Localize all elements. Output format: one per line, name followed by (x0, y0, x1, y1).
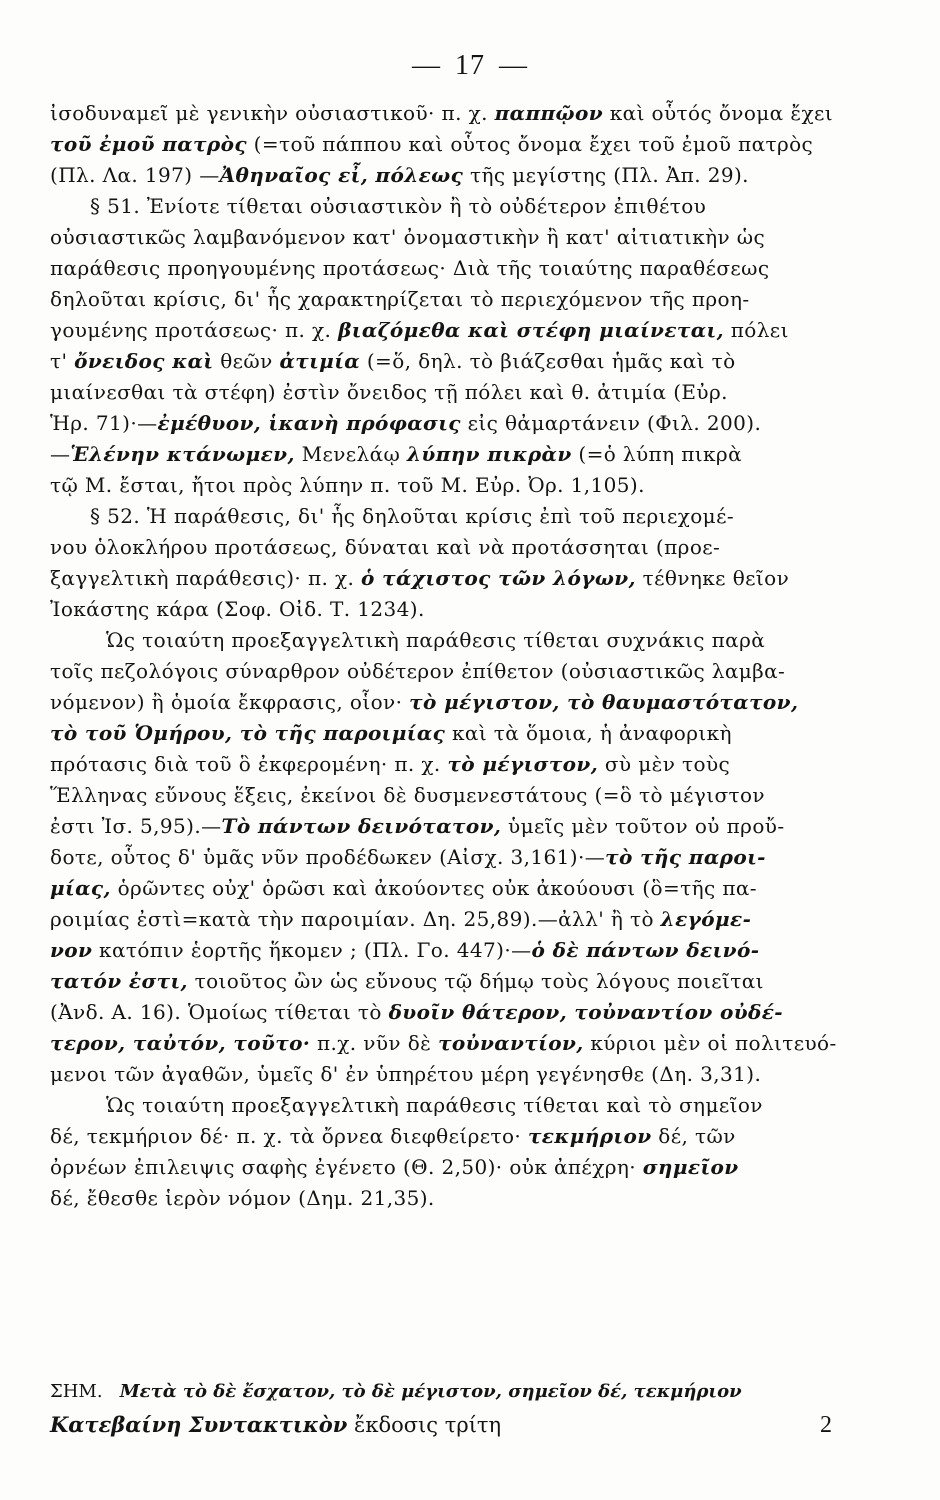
emphasized-text: λύπην πικρὰν (407, 442, 572, 466)
emphasized-text: ἐμέθυον, ἱκανὴ πρόφασις (157, 411, 461, 435)
text-line (50, 1183, 872, 1214)
text-segment: γουμένης προτάσεως· π. χ. (50, 318, 339, 342)
text-segment: εἰς θἀμαρτάνειν (Φιλ. 200). (460, 411, 762, 435)
text-line (50, 1152, 872, 1183)
text-segment: (Ἀνδ. Α. 16). Ὁμοίως τίθεται τὸ (50, 1000, 389, 1024)
text-line (50, 904, 872, 935)
footer (50, 1410, 872, 1440)
emphasized-text: τὸ τοῦ Ὁμήρου, τὸ τῆς παροιμίας (50, 721, 446, 745)
text-segment: Ἰοκάστης κάρα (Σοφ. Οἰδ. Τ. 1234). (50, 597, 425, 621)
text-segment: π.χ. νῦν δὲ (310, 1031, 439, 1055)
text-line (50, 222, 872, 253)
footnote-label: ΣΗΜ. (50, 1381, 103, 1402)
text-segment: ροιμίας ἐστὶ=κατὰ τὴν παροιμίαν. Δη. 25,89).—ἀλλ' ἢ τὸ (50, 907, 661, 931)
text-line (50, 98, 872, 129)
text-segment: νου ὁλοκλήρου προτάσεως, δύναται καὶ νὰ προτάσσηται (προε- (50, 535, 721, 559)
text-segment: ὑμεῖς μὲν τοῦτον οὐ προὔ- (501, 814, 785, 838)
emphasized-text: Ἑλένην κτάνωμεν, (70, 442, 295, 466)
text-line (50, 129, 872, 160)
text-segment: τῷ Μ. ἔσται, ἤτοι πρὸς λύπην π. τοῦ Μ. Εὐρ. Ὀρ. 1,105). (50, 473, 645, 497)
text-line (50, 842, 872, 873)
emphasized-text: ὄνειδος καὶ (74, 349, 214, 373)
page-number: 17 (455, 50, 485, 81)
emphasized-text: παππῷον (494, 101, 603, 125)
text-segment: § 52. Ἡ παράθεσις, δι' ἧς δηλοῦται κρίσις ἐπὶ τοῦ περιεχομέ- (90, 504, 734, 528)
text-line (50, 1059, 872, 1090)
emphasized-text: τὸ μέγιστον, (447, 752, 599, 776)
footnote-text: Μετὰ τὸ δὲ ἔσχατον, τὸ δὲ μέγιστον, σημεῖον δέ, τεκμήριον (119, 1381, 742, 1402)
text-segment: κύριοι μὲν οἱ πολιτευό- (583, 1031, 837, 1055)
text-segment: κατόπιν ἑορτῆς ἥκομεν ; (Πλ. Γο. 447)·— (92, 938, 532, 962)
text-line (50, 284, 872, 315)
emphasized-text: βιαζόμεθα καὶ στέφη μιαίνεται, (338, 318, 724, 342)
emphasized-text: Ἀθηναῖος εἶ, πόλεως (219, 163, 464, 187)
text-segment: σὺ μὲν τοὺς (598, 752, 731, 776)
text-segment: δηλοῦται κρίσις, δι' ἧς χαρακτηρίζεται τὸ περιεχόμενον τῆς προη- (50, 287, 750, 311)
text-segment: οὐσιαστικῶς λαμβανόμενον κατ' ὀνομαστικὴν ἢ κατ' αἰτιατικὴν ὡς (50, 225, 766, 249)
emphasized-text: τὸ μέγιστον, τὸ θαυμαστότατον, (409, 690, 799, 714)
footer-edition: ἔκδοσις τρίτη (354, 1413, 502, 1437)
text-segment: τ' (50, 349, 75, 373)
text-segment: πόλει (723, 318, 789, 342)
dash-left: — (412, 50, 441, 81)
text-line (50, 718, 872, 749)
text-line (50, 532, 872, 563)
text-segment: δέ, τεκμήριον δέ· π. χ. τὰ ὄρνεα διεφθείρετο· (50, 1124, 528, 1148)
text-segment: § 51. (90, 194, 147, 218)
emphasized-text: τεκμήριον (527, 1124, 652, 1148)
emphasized-text: τὸ τῆς παροι- (605, 845, 766, 869)
text-segment: τοῖς πεζολόγοις σύναρθρον οὐδέτερον ἐπίθετον (οὐσιαστικῶς λαμβα- (50, 659, 786, 683)
text-segment: ξαγγελτικὴ παράθεσις)· π. χ. (50, 566, 362, 590)
text-line (50, 563, 872, 594)
footnote (50, 1378, 872, 1406)
text-line (50, 253, 872, 284)
text-segment: τοιοῦτος ὢν ὡς εὔνους τῷ δήμῳ τοὺς λόγους ποιεῖται (187, 969, 764, 993)
text-segment: ὁρῶντες οὐχ' ὁρῶσι καὶ ἀκούοντες οὐκ ἀκούουσι (ὃ=τῆς πα- (110, 876, 757, 900)
text-segment: καὶ τὰ ὅμοια, ἡ ἀναφορικὴ (445, 721, 732, 745)
text-line (50, 377, 872, 408)
emphasized-text: ἀτιμία (279, 349, 361, 373)
emphasized-text: τοῦ ἐμοῦ πατρὸς (50, 132, 247, 156)
text-segment: (Πλ. Λα. 197) — (50, 163, 220, 187)
text-line (50, 997, 872, 1028)
dash-right: — (499, 50, 528, 81)
text-line (50, 315, 872, 346)
text-segment: ἐστι Ἰσ. 5,95).— (50, 814, 222, 838)
emphasized-text: ὁ τάχιστος τῶν λόγων, (361, 566, 636, 590)
text-segment: (=τοῦ πάππου καὶ οὗτος ὄνομα ἔχει τοῦ ἐμοῦ πατρὸς (246, 132, 814, 156)
text-line (50, 191, 872, 222)
text-line (50, 1028, 872, 1059)
text-line (50, 501, 872, 532)
text-line (50, 873, 872, 904)
text-line (50, 439, 872, 470)
text-line (50, 594, 872, 625)
footer-book-line (50, 1410, 501, 1440)
text-segment: Ὡς τοιαύτη προεξαγγελτικὴ παράθεσις τίθεται καὶ τὸ σημεῖον (106, 1093, 763, 1117)
emphasized-text: Τὸ πάντων δεινότατον, (221, 814, 502, 838)
text-segment: πρότασις διὰ τοῦ ὃ ἐκφερομένη· π. χ. (50, 752, 448, 776)
text-segment: τέθνηκε θεῖον (635, 566, 790, 590)
footer-signature-mark: 2 (820, 1412, 832, 1438)
text-segment: Ἐνίοτε τίθεται οὐσιαστικὸν ἢ τὸ οὐδέτερον ἐπιθέτου (146, 194, 707, 218)
text-segment: θεῶν (213, 349, 280, 373)
footer-book-title: Κατεβαίνη Συντακτικὸν (50, 1412, 348, 1437)
text-segment: καὶ οὗτός ὄνομα ἔχει (603, 101, 833, 125)
text-line (50, 408, 872, 439)
text-line (50, 780, 872, 811)
text-line (50, 687, 872, 718)
text-segment: ὀρνέων ἐπιλειψις σαφὴς ἐγένετο (Θ. 2,50)· οὐκ ἀπέχρη· (50, 1155, 643, 1179)
text-line (50, 625, 872, 656)
text-segment: παράθεσις προηγουμένης προτάσεως· Διὰ τῆς τοιαύτης παραθέσεως (50, 256, 770, 280)
emphasized-text: τατόν ἐστι, (50, 969, 188, 993)
text-segment: Ἡρ. 71)·— (50, 411, 158, 435)
emphasized-text: σημεῖον (642, 1155, 739, 1179)
text-line (50, 749, 872, 780)
page-number-header (0, 50, 940, 82)
text-segment: (=ὅ, δηλ. τὸ βιάζεσθαι ἡμᾶς καὶ τὸ (360, 349, 736, 373)
emphasized-text: λεγόμε- (660, 907, 752, 931)
emphasized-text: νον (50, 938, 93, 962)
text-segment: Ὡς τοιαύτη προεξαγγελτικὴ παράθεσις τίθεται συχνάκις παρὰ (106, 628, 766, 652)
footnote-line (50, 1378, 872, 1406)
text-segment: δέ, ἔθεσθε ἱερὸν νόμον (Δημ. 21,35). (50, 1186, 435, 1210)
text-segment: (=ὁ λύπη πικρὰ (571, 442, 742, 466)
emphasized-text: τοὐναντίον, (438, 1031, 584, 1055)
text-line (50, 1090, 872, 1121)
text-segment: Ἕλληνας εὔνους ἕξεις, ἐκείνοι δὲ δυσμενεστάτους (=ὃ τὸ μέγιστον (50, 783, 765, 807)
text-segment: δέ, τῶν (651, 1124, 736, 1148)
emphasized-text: τερον, ταὐτόν, τοῦτο· (50, 1031, 311, 1055)
text-segment: Μενελάῳ (294, 442, 407, 466)
text-segment: μιαίνεσθαι τὰ στέφη) ἐστὶν ὄνειδος τῇ πόλει καὶ θ. ἀτιμία (Εὐρ. (50, 380, 728, 404)
emphasized-text: μίας, (50, 876, 111, 900)
text-segment: δοτε, οὗτος δ' ὑμᾶς νῦν προδέδωκεν (Αἰσχ. 3,161)·— (50, 845, 606, 869)
text-line (50, 160, 872, 191)
text-segment: — (50, 442, 71, 466)
text-segment: τῆς μεγίστης (Πλ. Ἀπ. 29). (463, 163, 749, 187)
text-line (50, 656, 872, 687)
text-line (50, 935, 872, 966)
text-line (50, 811, 872, 842)
text-segment: μενοι τῶν ἀγαθῶν, ὑμεῖς δ' ἐν ὑπηρέτου μέρη γεγένησθε (Δη. 3,31). (50, 1062, 762, 1086)
text-line (50, 470, 872, 501)
text-line (50, 966, 872, 997)
text-line (50, 346, 872, 377)
text-segment: ἰσοδυναμεῖ μὲ γενικὴν οὐσιαστικοῦ· π. χ. (50, 101, 495, 125)
text-segment: νόμενον) ἢ ὁμοία ἔκφρασις, οἷον· (50, 690, 410, 714)
emphasized-text: δυοῖν θάτερον, τοὐναντίον οὐδέ- (388, 1000, 783, 1024)
body-text (50, 98, 872, 1214)
emphasized-text: ὁ δὲ πάντων δεινό- (531, 938, 760, 962)
text-line (50, 1121, 872, 1152)
